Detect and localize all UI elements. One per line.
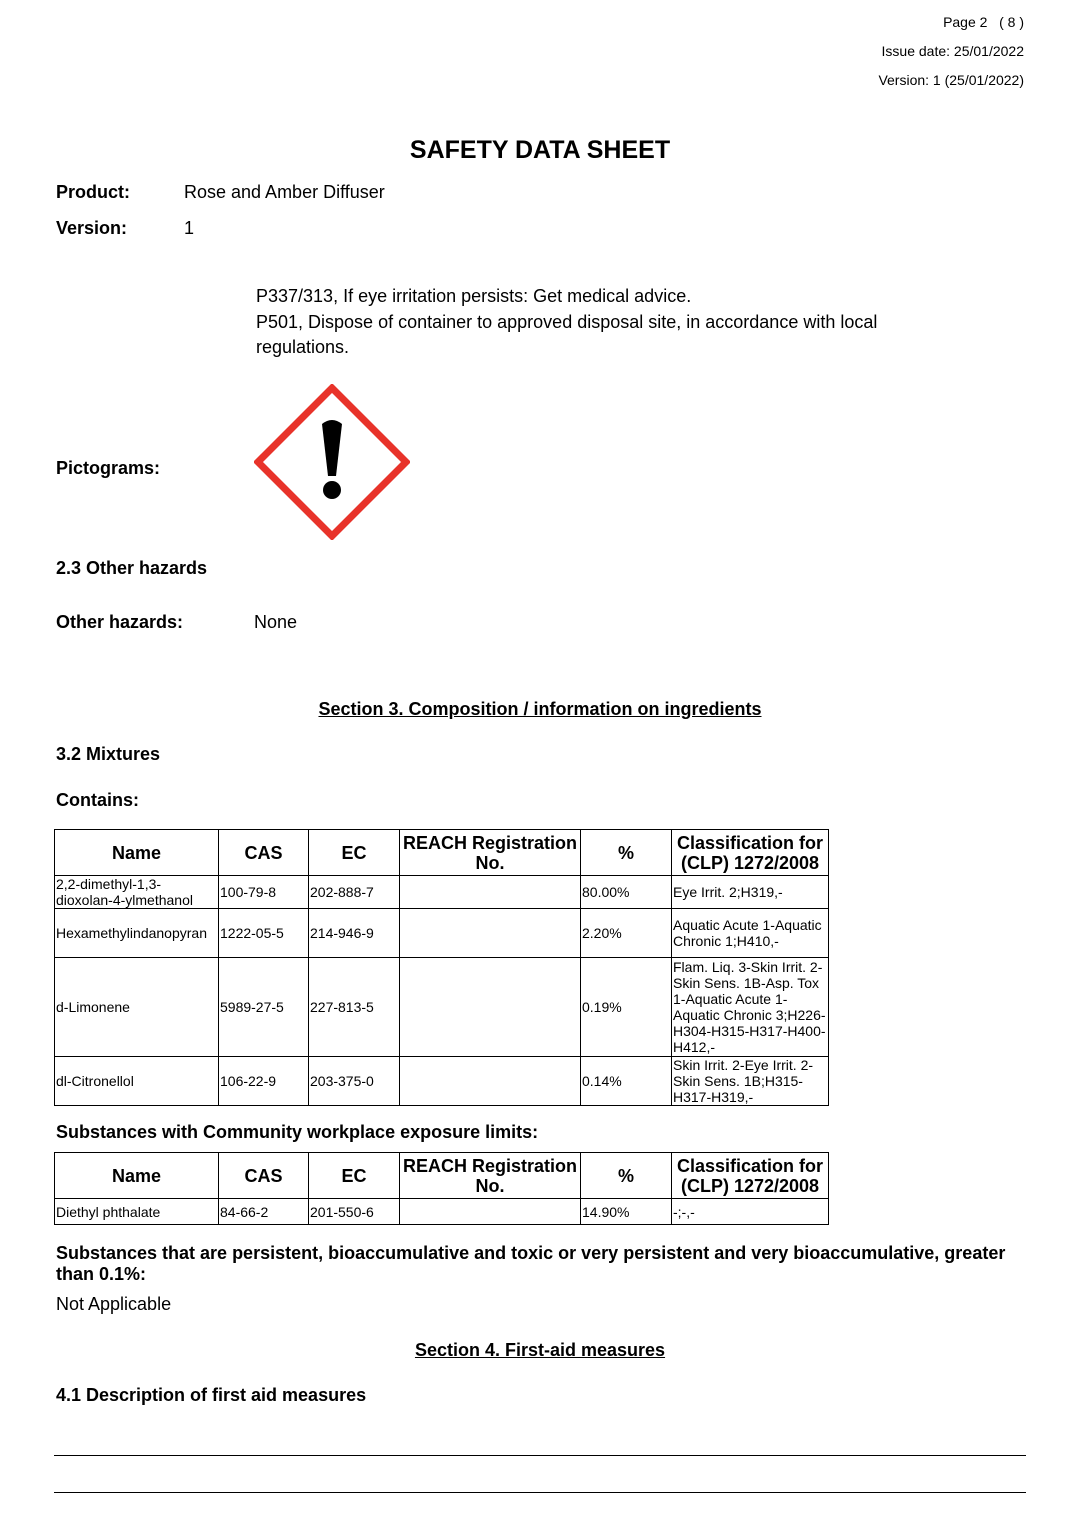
other-hazards-label: Other hazards: xyxy=(56,612,184,632)
pbt-value: Not Applicable xyxy=(56,1294,172,1314)
pictograms-label: Pictograms: xyxy=(56,458,161,478)
ingredient-classification: Skin Irrit. 2-Eye Irrit. 2-Skin Sens. 1B;H315-H317-H319,- xyxy=(672,1057,829,1106)
ingredient-name: Hexamethylindanopyran xyxy=(55,909,219,958)
first-aid-heading: 4.1 Description of first aid measures xyxy=(56,1385,367,1405)
table-row xyxy=(55,909,829,958)
section-4-title: Section 4. First-aid measures xyxy=(414,1340,666,1360)
column-header-reach: REACH Registration No. xyxy=(400,830,581,876)
ingredient-cas: 5989-27-5 xyxy=(219,958,309,1057)
ingredient-cas: 100-79-8 xyxy=(219,876,309,909)
column-header-ec: EC xyxy=(309,830,400,876)
exposure-limits-table xyxy=(54,1152,829,1225)
ingredient-ec: 202-888-7 xyxy=(309,876,400,909)
ingredient-percent: 0.14% xyxy=(581,1057,672,1106)
ingredient-ec: 227-813-5 xyxy=(309,958,400,1057)
ingredient-cas: 1222-05-5 xyxy=(219,909,309,958)
column-header-cas: CAS xyxy=(219,830,309,876)
ingredient-reach xyxy=(400,909,581,958)
ingredient-name: 2,2-dimethyl-1,3-dioxolan-4-ylmethanol xyxy=(55,876,219,909)
exposure-limits-heading: Substances with Community workplace exposure limits: xyxy=(56,1122,539,1142)
column-header-classification: Classification for (CLP) 1272/2008 xyxy=(672,830,829,876)
ingredient-reach xyxy=(400,876,581,909)
issue-date: Issue date: 25/01/2022 xyxy=(881,43,1024,59)
ingredient-cas: 106-22-9 xyxy=(219,1057,309,1106)
document-title: SAFETY DATA SHEET xyxy=(409,136,671,164)
table-header-row xyxy=(55,1153,829,1199)
column-header-ec: EC xyxy=(309,1153,400,1199)
column-header-name: Name xyxy=(55,1153,219,1199)
mixtures-heading: 3.2 Mixtures xyxy=(56,744,161,764)
substance-percent: 14.90% xyxy=(581,1199,672,1225)
table-header-row xyxy=(55,830,829,876)
substance-name: Diethyl phthalate xyxy=(55,1199,219,1225)
ingredient-percent: 0.19% xyxy=(581,958,672,1057)
column-header-percent: % xyxy=(581,830,672,876)
ingredient-classification: Eye Irrit. 2;H319,- xyxy=(672,876,829,909)
page-label: Page 2 xyxy=(943,14,988,30)
version-label: Version: xyxy=(56,218,128,238)
exclamation-mark-hazard-icon xyxy=(254,384,410,540)
precaution-statement: P501, Dispose of container to approved disposal site, in accordance with local regulations. xyxy=(256,312,878,357)
ingredients-table xyxy=(54,829,829,1106)
substance-ec: 201-550-6 xyxy=(309,1199,400,1225)
column-header-reach: REACH Registration No. xyxy=(400,1153,581,1199)
table-row xyxy=(55,876,829,909)
version-line: Version: 1 (25/01/2022) xyxy=(878,72,1024,88)
contains-label: Contains: xyxy=(56,790,139,810)
other-hazards-value: None xyxy=(254,612,298,632)
substance-cas: 84-66-2 xyxy=(219,1199,309,1225)
precaution-statement: P337/313, If eye irritation persists: Get medical advice. xyxy=(256,286,692,306)
ingredient-percent: 2.20% xyxy=(581,909,672,958)
ingredient-reach xyxy=(400,958,581,1057)
other-hazards-heading: 2.3 Other hazards xyxy=(56,558,208,578)
page-total: ( 8 ) xyxy=(999,14,1024,30)
ingredient-ec: 203-375-0 xyxy=(309,1057,400,1106)
column-header-cas: CAS xyxy=(219,1153,309,1199)
section-3-title: Section 3. Composition / information on ingredients xyxy=(318,699,762,719)
substance-classification: -;-,- xyxy=(672,1199,829,1225)
divider xyxy=(54,1492,1026,1493)
ingredient-classification: Aquatic Acute 1-Aquatic Chronic 1;H410,- xyxy=(672,909,829,958)
ingredient-percent: 80.00% xyxy=(581,876,672,909)
table-row xyxy=(55,1199,829,1225)
product-label: Product: xyxy=(56,182,130,202)
pbt-heading: Substances that are persistent, bioaccumulative and toxic or very persistent and very bioaccumulative, greater than 0.1%: xyxy=(56,1243,1006,1284)
table-row xyxy=(55,958,829,1057)
version-value: 1 xyxy=(184,218,195,238)
page-number xyxy=(943,14,1024,30)
column-header-percent: % xyxy=(581,1153,672,1199)
ingredient-classification: Flam. Liq. 3-Skin Irrit. 2-Skin Sens. 1B-Asp. Tox 1-Aquatic Acute 1-Aquatic Chronic 3;H226-H304-H315-H317-H400-H412,- xyxy=(672,958,829,1057)
substance-reach xyxy=(400,1199,581,1225)
ingredient-reach xyxy=(400,1057,581,1106)
ingredient-ec: 214-946-9 xyxy=(309,909,400,958)
ingredient-name: d-Limonene xyxy=(55,958,219,1057)
table-row xyxy=(55,1057,829,1106)
column-header-classification: Classification for (CLP) 1272/2008 xyxy=(672,1153,829,1199)
column-header-name: Name xyxy=(55,830,219,876)
divider xyxy=(54,1455,1026,1456)
product-value: Rose and Amber Diffuser xyxy=(184,182,385,202)
ingredient-name: dl-Citronellol xyxy=(55,1057,219,1106)
